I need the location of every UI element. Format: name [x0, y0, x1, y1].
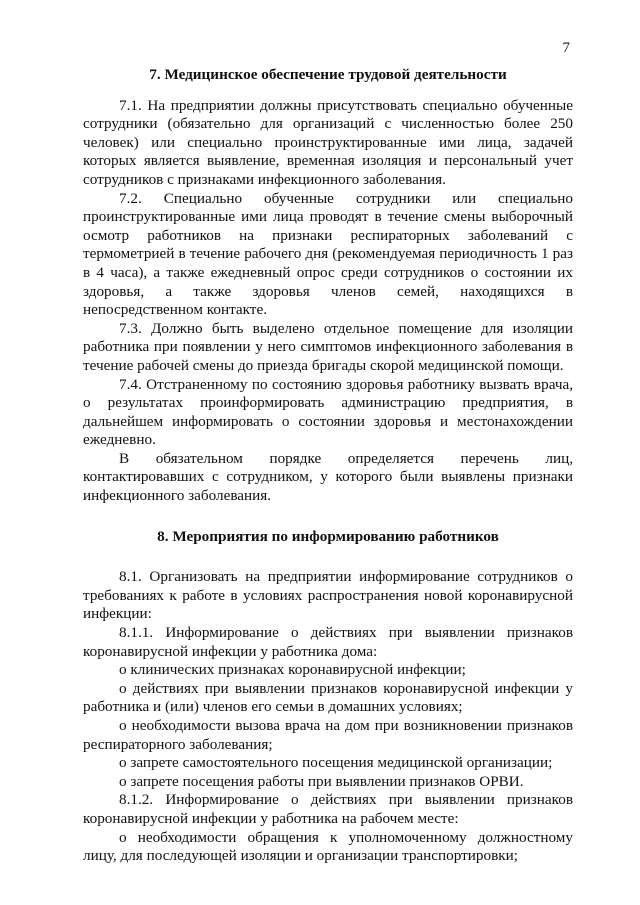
section-8-title: 8. Мероприятия по информированию работников [157, 527, 499, 545]
paragraph-7-4: 7.4. Отстраненному по состоянию здоровья работнику вызвать врача, о результатах проинформировать администрацию предприятия, в дальнейшем информировать о состоянии здоровья и местонахождении ежедневно. [83, 375, 573, 449]
list-item-clinic-visit-ban: о запрете самостоятельного посещения медицинской организации; [119, 754, 553, 772]
list-item-work-visit-ban: о запрете посещения работы при выявлении признаков ОРВИ. [119, 772, 524, 790]
paragraph-8-1-2: 8.1.2. Информирование о действиях при выявлении признаков коронавирусной инфекции у работника на рабочем месте: [83, 791, 573, 827]
paragraph-8-1-1: 8.1.1. Информирование о действиях при выявлении признаков коронавирусной инфекции у работника дома: [83, 624, 573, 660]
paragraph-7-2: 7.2. Специально обученные сотрудники или специально проинструктированные ими лица проводят в течение смены выборочный осмотр работников на признаки респираторных заболеваний с термометрией в течение рабочего дня (рекомендуемая периодичность 1 раз в 4 часа), а также ежедневный опрос среди сотрудников о состоянии их здоровья, а также здоровья членов семей, находящихся в непосредственном контакте. [83, 189, 573, 319]
section-7-title: 7. Медицинское обеспечение трудовой деятельности [149, 66, 507, 83]
paragraph-7-1: 7.1. На предприятии должны присутствовать специально обученные сотрудники (обязательно для организаций с численностью более 250 человек) или специально проинструктированные ими лица, задачей которых является выявление, временная изоляция и персональный учет сотрудников с признаками инфекционного заболевания. [83, 96, 573, 188]
list-item-contact-official: о необходимости обращения к уполномоченному должностному лицу, для последующей изоляции и организации транспортировки; [83, 828, 573, 865]
list-item-doctor-call: о необходимости вызова врача на дом при возникновении признаков респираторного заболевания; [83, 717, 573, 753]
page-number: 7 [562, 40, 570, 56]
document-body [83, 66, 573, 866]
list-item-clinical-signs: о клинических признаках коронавирусной инфекции; [119, 661, 466, 679]
paragraph-8-1: 8.1. Организовать на предприятии информирование сотрудников о требованиях к работе в условиях распространения новой коронавирусной инфекции: [83, 568, 573, 623]
list-item-home-actions: о действиях при выявлении признаков коронавирусной инфекции у работника и (или) членов его семьи в домашних условиях; [83, 679, 573, 716]
paragraph-7-contacts: В обязательном порядке определяется перечень лиц, контактировавших с сотрудником, у которого были выявлены признаки инфекционного заболевания. [83, 449, 573, 505]
paragraph-7-3: 7.3. Должно быть выделено отдельное помещение для изоляции работника при появлении у него симптомов инфекционного заболевания в течение рабочей смены до приезда бригады скорой медицинской помощи. [83, 319, 573, 374]
